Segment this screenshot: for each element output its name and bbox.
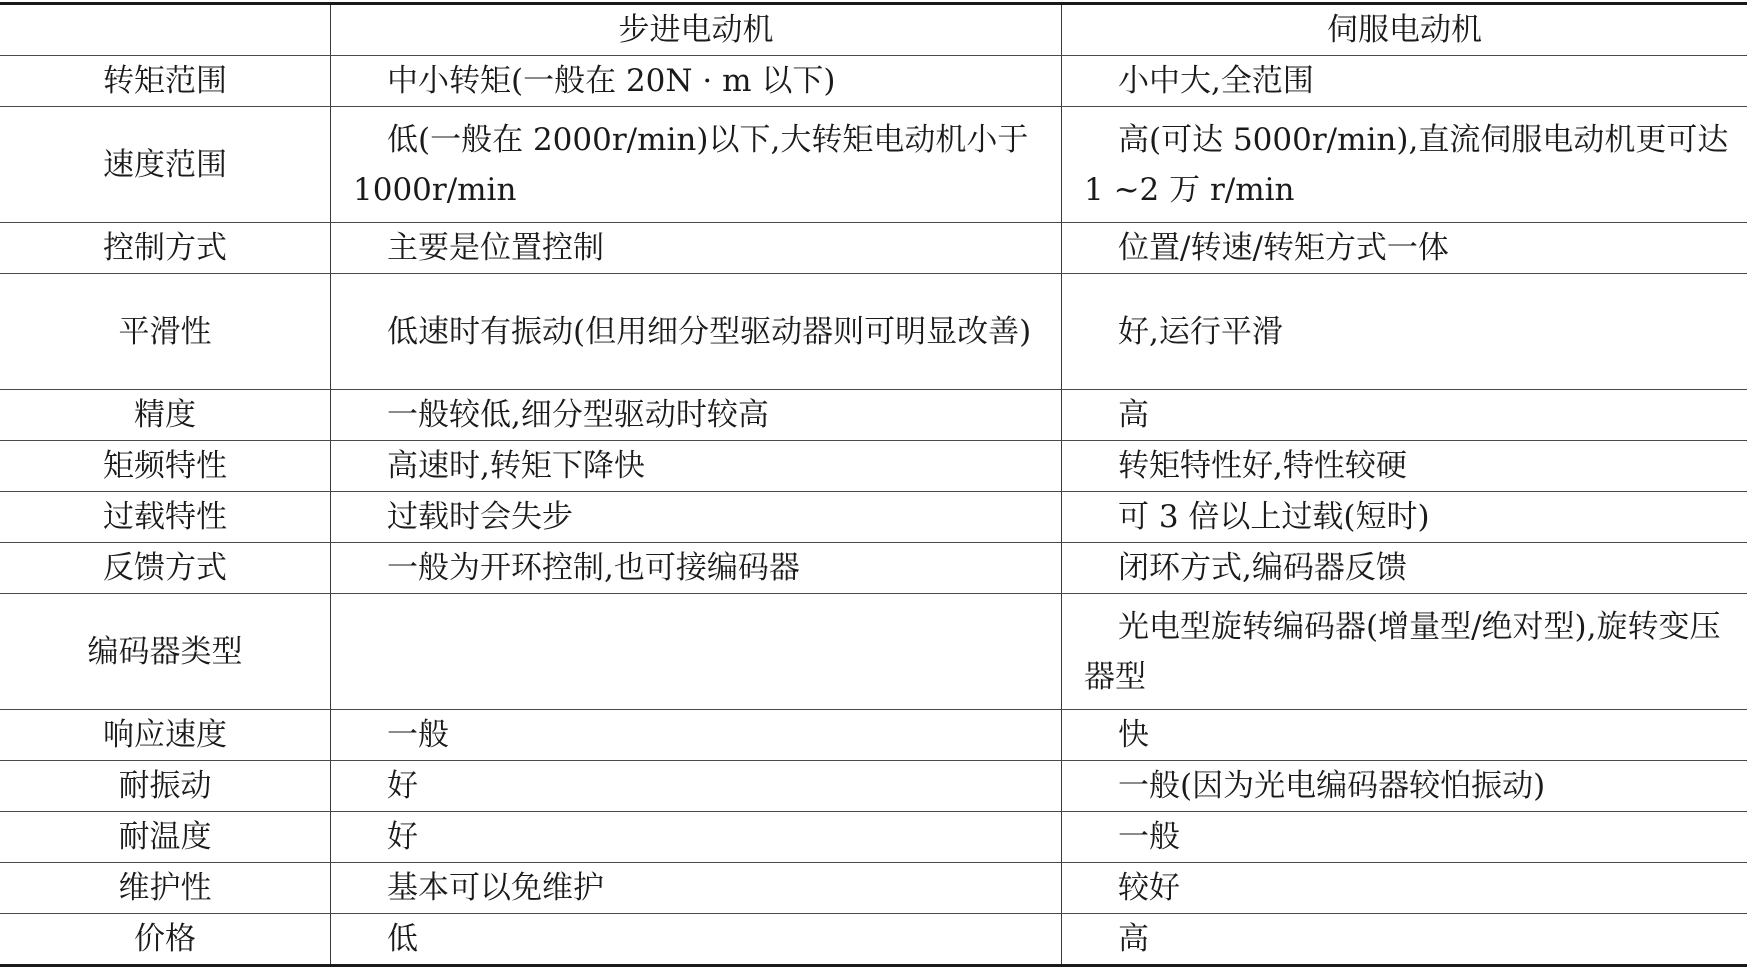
header-cell-stepper: 步进电动机 [331, 4, 1062, 56]
header-cell-servo: 伺服电动机 [1062, 4, 1747, 56]
servo-cell: 光电型旋转编码器(增量型/绝对型),旋转变压器型 [1062, 594, 1747, 710]
table-row [0, 441, 1747, 492]
servo-cell: 高(可达 5000r/min),直流伺服电动机更可达 1 ~2 万 r/min [1062, 107, 1747, 223]
row-label: 价格 [0, 914, 331, 966]
stepper-cell: 一般为开环控制,也可接编码器 [331, 543, 1062, 594]
table-row [0, 274, 1747, 390]
header-row [0, 4, 1747, 56]
servo-cell: 好,运行平滑 [1062, 274, 1747, 390]
stepper-cell: 低速时有振动(但用细分型驱动器则可明显改善) [331, 274, 1062, 390]
table-row [0, 543, 1747, 594]
row-label: 精度 [0, 390, 331, 441]
row-label: 平滑性 [0, 274, 331, 390]
servo-cell: 闭环方式,编码器反馈 [1062, 543, 1747, 594]
stepper-cell [331, 594, 1062, 710]
servo-cell: 快 [1062, 710, 1747, 761]
stepper-cell: 好 [331, 761, 1062, 812]
stepper-cell: 一般 [331, 710, 1062, 761]
table-row [0, 594, 1747, 710]
row-label: 转矩范围 [0, 56, 331, 107]
row-label: 过载特性 [0, 492, 331, 543]
servo-cell: 可 3 倍以上过载(短时) [1062, 492, 1747, 543]
servo-cell: 一般 [1062, 812, 1747, 863]
table-row [0, 56, 1747, 107]
stepper-cell: 主要是位置控制 [331, 223, 1062, 274]
table-row [0, 914, 1747, 966]
table-row [0, 863, 1747, 914]
stepper-cell: 高速时,转矩下降快 [331, 441, 1062, 492]
stepper-cell: 基本可以免维护 [331, 863, 1062, 914]
row-label: 耐温度 [0, 812, 331, 863]
table-row [0, 107, 1747, 223]
servo-cell: 转矩特性好,特性较硬 [1062, 441, 1747, 492]
row-label: 维护性 [0, 863, 331, 914]
servo-cell: 一般(因为光电编码器较怕振动) [1062, 761, 1747, 812]
stepper-cell: 一般较低,细分型驱动时较高 [331, 390, 1062, 441]
servo-cell: 高 [1062, 390, 1747, 441]
row-label: 矩频特性 [0, 441, 331, 492]
comparison-table [0, 2, 1747, 967]
table-row [0, 390, 1747, 441]
servo-cell: 较好 [1062, 863, 1747, 914]
row-label: 控制方式 [0, 223, 331, 274]
stepper-cell: 低 [331, 914, 1062, 966]
table-row [0, 492, 1747, 543]
table-row [0, 812, 1747, 863]
row-label: 响应速度 [0, 710, 331, 761]
stepper-cell: 过载时会失步 [331, 492, 1062, 543]
row-label: 反馈方式 [0, 543, 331, 594]
table-row [0, 223, 1747, 274]
stepper-cell: 低(一般在 2000r/min)以下,大转矩电动机小于 1000r/min [331, 107, 1062, 223]
row-label: 编码器类型 [0, 594, 331, 710]
table-row [0, 710, 1747, 761]
servo-cell: 高 [1062, 914, 1747, 966]
servo-cell: 位置/转速/转矩方式一体 [1062, 223, 1747, 274]
stepper-cell: 好 [331, 812, 1062, 863]
row-label: 耐振动 [0, 761, 331, 812]
servo-cell: 小中大,全范围 [1062, 56, 1747, 107]
stepper-cell: 中小转矩(一般在 20N · m 以下) [331, 56, 1062, 107]
table-row [0, 761, 1747, 812]
row-label: 速度范围 [0, 107, 331, 223]
header-cell-item [0, 4, 331, 56]
